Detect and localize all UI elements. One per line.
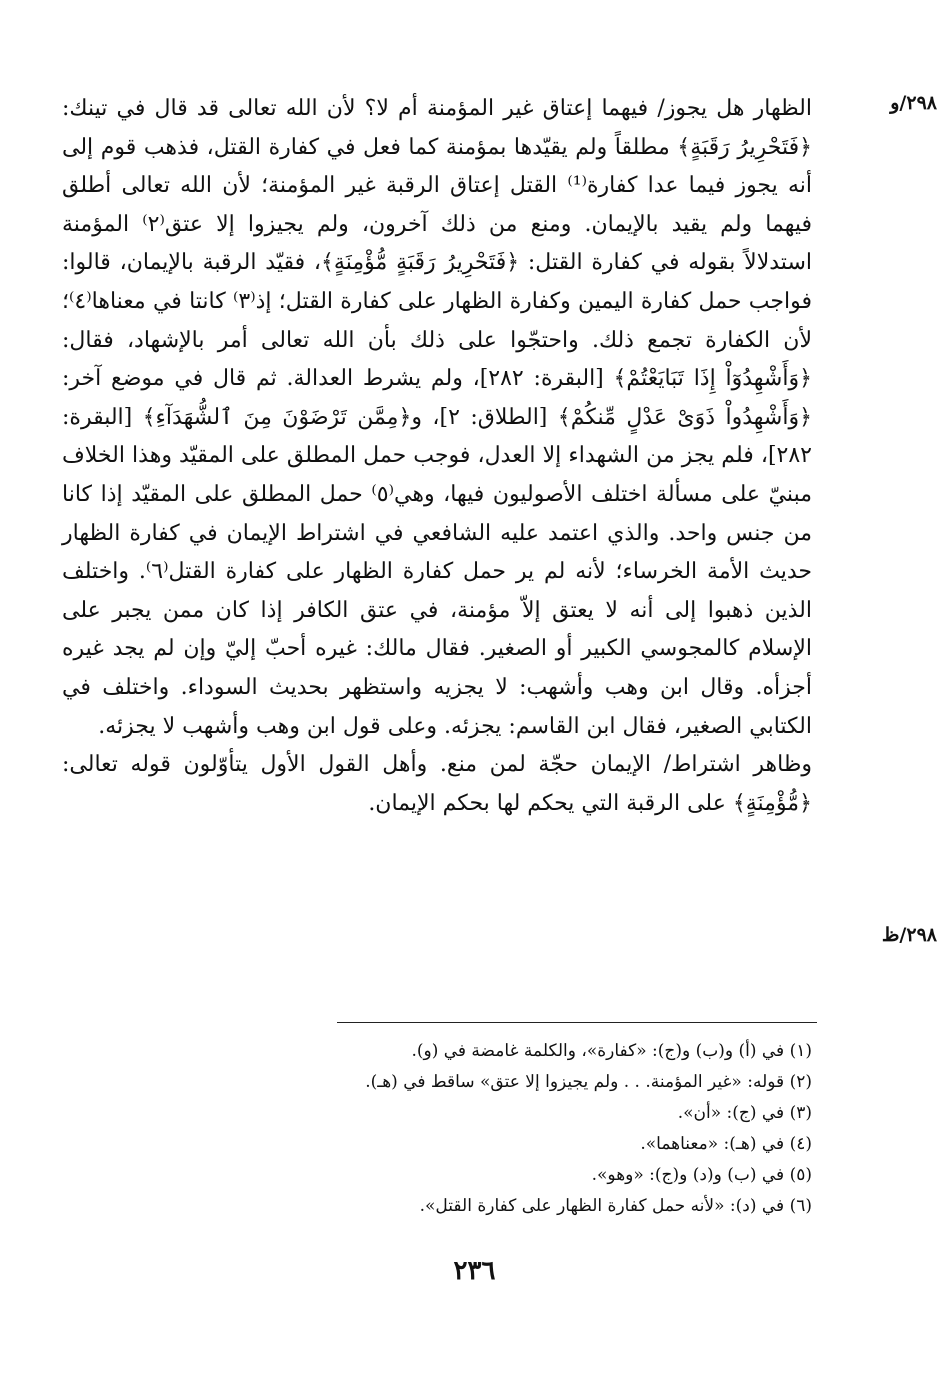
body-paragraph: الظهار هل يجوز/ فيهما إعتاق غير المؤمنة أم لا؟ لأن الله تعالى قد قال في تينك: ﴿فَتَحْرِيرُ رَقَبَةٍ﴾ مطلقاً ولم يقيّدها بمؤمنة كما فعل في كفارة القتل، فذهب قوم إلى أنه يجوز فيما عدا كفارة⁽¹⁾ القتل إعتاق الرقبة غير المؤمنة؛ لأن الله تعالى أطلق فيهما ولم يقيد بالإيمان. ومنع من ذلك آخرون، ولم يجيزوا إلا عتق⁽٢⁾ المؤمنة استدلالاً بقوله في كفارة القتل: ﴿فَتَحْرِيرُ رَقَبَةٍ مُّؤْمِنَةٍ﴾، فقيّد الرقبة بالإيمان، قالوا: فواجب حمل كفارة اليمين وكفارة الظهار على كفارة القتل؛ إذ⁽٣⁾ كانتا في معناها⁽٤⁾؛ لأن الكفارة تجمع ذلك. واحتجّوا على ذلك بأن الله تعالى أمر بالإشهاد، فقال: ﴿وَأَشْهِدُوٓاْ إِذَا تَبَايَعْتُمْ﴾ [البقرة: ٢٨٢]، ولم يشرط العدالة. ثم قال في موضع آخر: ﴿وَأَشْهِدُواْ ذَوَىْ عَدْلٍ مِّنكُمْ﴾ [الطلاق: ٢]، و﴿مِمَّن تَرْضَوْنَ مِنَ ٱلشُّهَدَآءِ﴾ [البقرة: ٢٨٢]، فلم يجز من الشهداء إلا العدل، فوجب حمل المطلق على المقيّد وهذا الخلاف مبنيّ على مسألة اختلف الأصوليون فيها، وهي⁽٥⁾ حمل المطلق على المقيّد إذا كانا من جنس واحد. والذي اعتمد عليه الشافعي في اشتراط الإيمان في كفارة الظهار حديث الأمة الخرساء؛ لأنه لم ير حمل كفارة الظهار على كفارة القتل⁽٦⁾. واختلف الذين ذهبوا إلى أنه لا يعتق إلاّ مؤمنة، في عتق الكافر إذا كان ممن يجبر على الإسلام كالمجوسي الكبير أو الصغير. فقال مالك: غيره أحبّ إليّ وإن لم يجد غيره أجزأه. وقال ابن وهب وأشهب: لا يجزيه واستظهر بحديث السوداء. واختلف في الكتابي الصغير، فقال ابن القاسم: يجزئه. وعلى قول ابن وهب وأشهب لا يجزئه. [62, 96, 813, 739]
footnote-item: (٢) قوله: «غير المؤمنة. . . ولم يجيزوا إلا عتق» ساقط في (هـ). [365, 1072, 812, 1092]
footnote-item: (٦) في (د): «لأنه حمل كفارة الظهار على كفارة القتل». [419, 1196, 812, 1216]
main-text [62, 90, 812, 823]
footnote-item: (٤) في (هـ): «معناهما». [640, 1134, 812, 1154]
footnote-item: (٥) في (ب) و(د) و(ج): «وهو». [591, 1165, 812, 1185]
footnote-divider [337, 1022, 817, 1023]
margin-folio-note-verso: ٢٩٨/ظ [881, 924, 937, 946]
footnotes-section [150, 1036, 812, 1222]
page-number: ٢٣٦ [453, 1256, 496, 1286]
body-paragraph: وظاهر اشتراط/ الإيمان حجّة لمن منع. وأهل القول الأول يتأوّلون قوله تعالى: ﴿مُّؤْمِنَةٍ﴾ على الرقبة التي يحكم لها بحكم الإيمان. [62, 752, 812, 816]
footnote-item: (١) في (أ) و(ب) و(ج): «كفارة»، والكلمة غامضة في (و). [411, 1041, 812, 1061]
footnote-item: (٣) في (ج): «أن». [677, 1103, 812, 1123]
margin-folio-note-recto: ٢٩٨/و [890, 92, 937, 114]
